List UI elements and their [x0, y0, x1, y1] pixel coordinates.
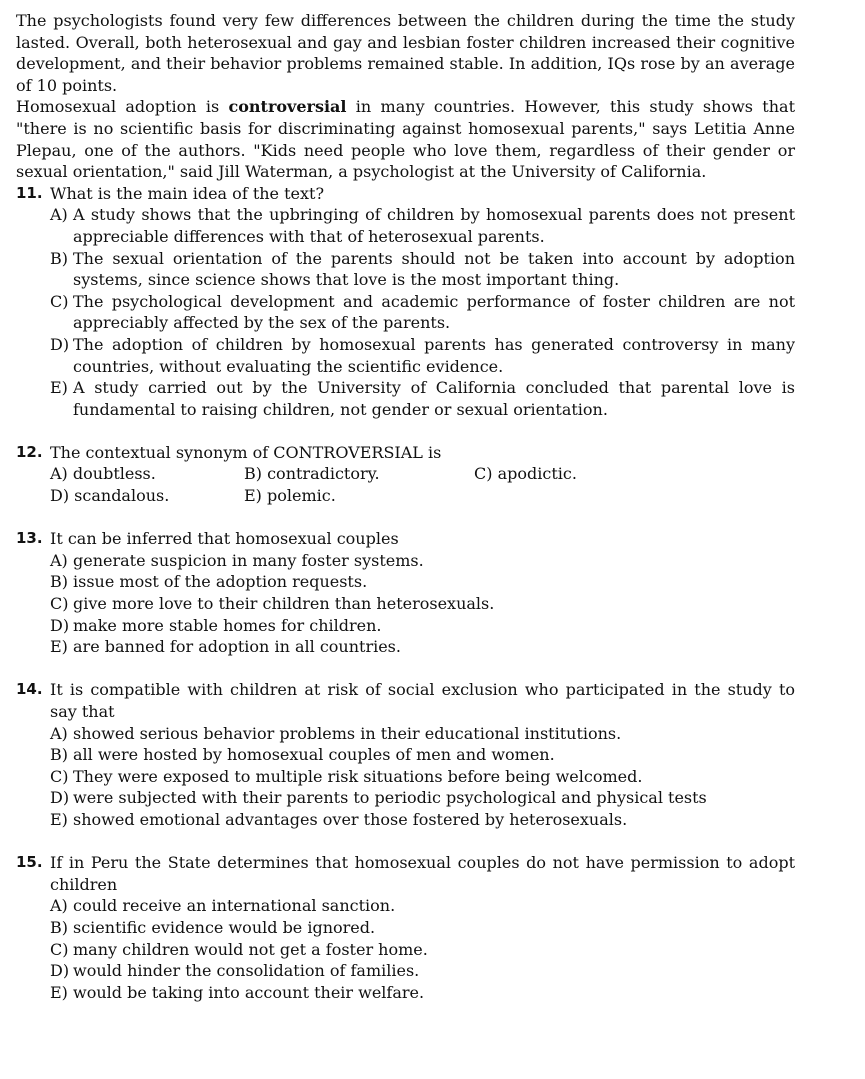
- spacer: [16, 658, 795, 680]
- option-b[interactable]: [50, 744, 795, 766]
- option-text: many children would not get a foster home.: [73, 939, 428, 959]
- passage-text: in many countries. However, this study shows that "there is no scientific basis for discriminating against homosexual parents," says Letitia Anne Plepau, one of the authors. "Kids need people who love them, regardless of their gender or sexual orientation," said Jill Waterman, a psychologist at the University of California.: [16, 97, 796, 182]
- option-text: A study shows that the upbringing of children by homosexual parents does not present appreciable differences with that of heterosexual parents.: [73, 205, 795, 246]
- spacer: [16, 831, 795, 853]
- option-text: give more love to their children than heterosexuals.: [73, 594, 495, 614]
- option-text: showed serious behavior problems in their educational institutions.: [73, 723, 622, 743]
- option-d[interactable]: [50, 787, 795, 809]
- option-text: are banned for adoption in all countries.: [73, 637, 401, 657]
- passage-text: Homosexual adoption is: [16, 97, 229, 117]
- option-text: scandalous.: [74, 486, 170, 506]
- option-a[interactable]: [50, 895, 795, 917]
- option-letter: C): [50, 291, 69, 311]
- option-text: A study carried out by the University of California concluded that parental love is fundamental to raising children, not gender or sexual orientation.: [73, 378, 795, 419]
- option-text: They were exposed to multiple risk situations before being welcomed.: [73, 766, 643, 786]
- option-text: would be taking into account their welfare.: [73, 982, 425, 1002]
- option-letter: C): [50, 939, 69, 959]
- option-letter: C): [474, 464, 493, 484]
- question-12: [16, 442, 795, 507]
- option-letter: E): [50, 809, 68, 829]
- option-letter: E): [244, 486, 262, 506]
- option-text: showed emotional advantages over those fostered by heterosexuals.: [73, 809, 628, 829]
- option-a[interactable]: [50, 550, 795, 572]
- option-b[interactable]: [244, 463, 474, 485]
- option-c[interactable]: [50, 291, 795, 334]
- option-c[interactable]: [50, 593, 795, 615]
- option-c[interactable]: [50, 766, 795, 788]
- exam-page: [16, 10, 795, 1003]
- option-text: all were hosted by homosexual couples of men and women.: [73, 745, 555, 765]
- passage-paragraph-2: [16, 96, 795, 182]
- option-text: polemic.: [267, 486, 336, 506]
- option-text: were subjected with their parents to periodic psychological and physical tests: [73, 788, 707, 808]
- option-a[interactable]: [50, 204, 795, 247]
- question-number: 14.: [16, 680, 43, 699]
- option-text: would hinder the consolidation of families.: [73, 961, 420, 981]
- option-text: The adoption of children by homosexual parents has generated controversy in many countries, without evaluating the scientific evidence.: [73, 334, 795, 376]
- option-letter: A): [50, 723, 68, 743]
- option-letter: D): [50, 334, 70, 354]
- option-text: issue most of the adoption requests.: [73, 572, 368, 592]
- option-letter: E): [50, 378, 68, 398]
- question-number: 11.: [16, 183, 43, 202]
- option-a[interactable]: [50, 723, 795, 745]
- question-text: It can be inferred that homosexual couples: [50, 529, 399, 549]
- option-list: [50, 550, 795, 658]
- option-d[interactable]: [50, 334, 795, 377]
- option-letter: D): [50, 788, 70, 808]
- question-text: The contextual synonym of CONTROVERSIAL is: [50, 442, 442, 462]
- option-text: The sexual orientation of the parents should not be taken into account by adoption systems, since science shows that love is the most important thing.: [73, 248, 795, 290]
- option-letter: A): [50, 205, 68, 225]
- option-e[interactable]: [50, 377, 795, 420]
- option-letter: B): [50, 745, 68, 765]
- option-text: doubtless.: [72, 464, 156, 484]
- option-letter: B): [50, 572, 68, 592]
- option-a[interactable]: [50, 463, 244, 485]
- question-13: [16, 528, 795, 658]
- question-14: [16, 679, 795, 830]
- option-letter: E): [50, 637, 68, 657]
- option-letter: B): [50, 248, 68, 268]
- option-c[interactable]: [50, 939, 795, 961]
- question-number: 15.: [16, 853, 43, 872]
- option-letter: D): [50, 486, 70, 506]
- option-text: scientific evidence would be ignored.: [73, 917, 376, 937]
- option-letter: E): [50, 982, 68, 1002]
- option-letter: D): [50, 615, 70, 635]
- option-grid: [50, 463, 795, 506]
- option-text: could receive an international sanction.: [73, 896, 396, 916]
- option-letter: A): [50, 464, 68, 484]
- option-e[interactable]: [50, 809, 795, 831]
- question-15: [16, 852, 795, 1003]
- option-b[interactable]: [50, 571, 795, 593]
- question-text: If in Peru the State determines that homosexual couples do not have permission to adopt children: [50, 853, 795, 894]
- option-d[interactable]: [50, 485, 244, 507]
- option-text: apodictic.: [497, 464, 577, 484]
- option-letter: C): [50, 766, 69, 786]
- option-e[interactable]: [50, 982, 795, 1004]
- option-list: [50, 723, 795, 831]
- option-b[interactable]: [50, 248, 795, 291]
- question-text: What is the main idea of the text?: [50, 183, 325, 203]
- question-text: It is compatible with children at risk of social exclusion who participated in the study to say that: [50, 680, 795, 721]
- option-e[interactable]: [244, 485, 474, 507]
- spacer: [16, 420, 795, 442]
- keyword-controversial: controversial: [228, 97, 347, 117]
- passage-paragraph-1: The psychologists found very few differences between the children during the time the study lasted. Overall, both heterosexual and gay and lesbian foster children increased their cognitive development, and their behavior problems remained stable. In addition, IQs rose by an average of 10 points.: [16, 11, 795, 95]
- option-letter: A): [50, 896, 68, 916]
- question-11: [16, 183, 795, 421]
- option-letter: B): [50, 917, 68, 937]
- question-number: 13.: [16, 529, 43, 548]
- option-letter: A): [50, 550, 68, 570]
- option-b[interactable]: [50, 917, 795, 939]
- option-letter: C): [50, 594, 69, 614]
- option-e[interactable]: [50, 636, 795, 658]
- option-text: generate suspicion in many foster systems.: [73, 550, 424, 570]
- option-letter: D): [50, 961, 70, 981]
- option-list: [50, 895, 795, 1003]
- question-number: 12.: [16, 442, 43, 461]
- option-text: The psychological development and academic performance of foster children are not appreciably affected by the sex of the parents.: [73, 291, 795, 333]
- option-d[interactable]: [50, 960, 795, 982]
- option-text: make more stable homes for children.: [73, 615, 382, 635]
- option-d[interactable]: [50, 615, 795, 637]
- option-letter: B): [244, 464, 262, 484]
- option-text: contradictory.: [267, 464, 380, 484]
- option-list: [50, 204, 795, 420]
- spacer: [16, 507, 795, 529]
- option-c[interactable]: [474, 463, 674, 485]
